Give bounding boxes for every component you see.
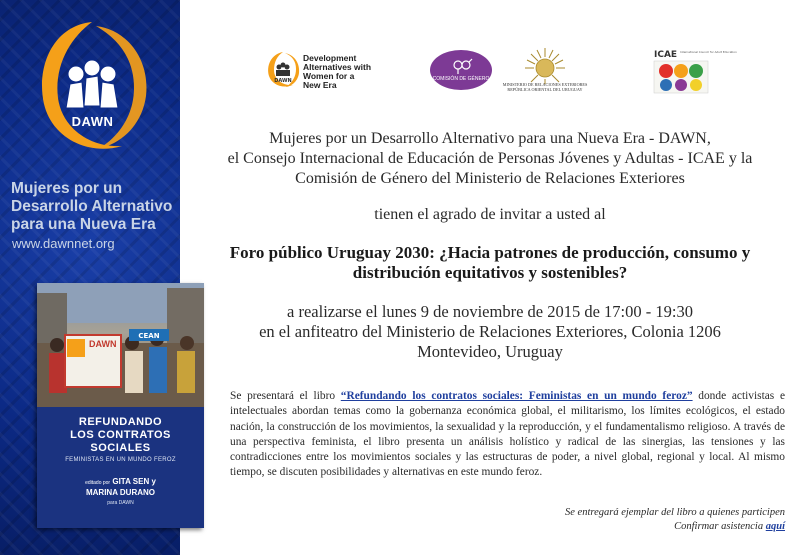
icae-sub: International Council for Adult Education <box>680 50 737 54</box>
event-title-line: Foro público Uruguay 2030: ¿Hacia patrones de producción, consumo y <box>229 243 751 262</box>
book-title-link[interactable]: “Refundando los contratos sociales: Feministas en un mundo feroz” <box>340 390 693 402</box>
book-cover-photo <box>37 283 204 407</box>
genero-symbol-icon <box>430 50 492 90</box>
book-subtitle: FEMINISTAS EN UN MUNDO FEROZ <box>65 457 176 463</box>
dawn-name-line: Alternatives with <box>303 62 372 72</box>
book-title-line: LOS CONTRATOS <box>70 429 171 441</box>
tagline-line: para una Nueva Era <box>11 216 156 233</box>
dawn-small-word: DAWN <box>274 78 292 84</box>
dawn-name-line: Women for a <box>303 71 355 81</box>
ministerio-line: REPÚBLICA ORIENTAL DEL URUGUAY <box>507 87 583 92</box>
organizers <box>180 129 800 189</box>
editors-line: MARINA DURANO <box>85 488 156 497</box>
photo-banner-text: DAWN <box>89 339 117 349</box>
book-title <box>37 416 204 455</box>
paragraph-prefix: Se presentará el libro <box>230 390 341 402</box>
dawn-crescent-icon <box>30 16 155 164</box>
tagline-line: Mujeres por un <box>11 180 123 197</box>
book-title-line: SOCIALES <box>90 442 151 454</box>
sidebar-url[interactable]: www.dawnnet.org <box>12 236 115 251</box>
partner-logos <box>180 0 800 120</box>
genero-label: COMISIÓN DE GÉNERO <box>432 76 490 82</box>
event-title <box>180 243 800 283</box>
sidebar-tagline <box>11 180 179 234</box>
event-city: Montevideo, Uruguay <box>417 342 563 361</box>
organizer-line: Mujeres por un Desarrollo Alternativo para una Nueva Era - DAWN, <box>269 130 711 147</box>
march-photo-icon <box>37 283 204 407</box>
editors-line: GITA SEN y <box>112 477 156 486</box>
dawn-name-line: Development <box>303 53 357 63</box>
organizer-line: el Consejo Internacional de Educación de Personas Jóvenes y Adultas - ICAE y la <box>227 150 753 167</box>
comision-genero-logo <box>430 50 492 90</box>
sidebar-banner <box>0 0 180 555</box>
rsvp-link[interactable]: aquí <box>765 521 785 532</box>
invite-line: tienen el agrado de invitar a usted al <box>374 206 606 223</box>
dawn-name-line: New Era <box>303 80 337 90</box>
editors-prefix: editado por <box>85 480 111 486</box>
book-title-line: REFUNDANDO <box>78 416 163 428</box>
paragraph-body: donde activistas e intelectuales abordan temas como la gobernanza económica global, el militarismo, los límites ecológicos, el estado nación, la construcción de los movimientos, la sexualidad y la reproducción, y el fundamentalismo religioso. A través de una perspectiva feminista, el libro presenta un análisis holístico y radical de las sinergias, las tensiones y las contradicciones entre los movimientos sociales y las estructuras de poder, a nivel global, regional y local. Al mismo tiempo, se discuten posibilidades y alternativas en este mundo feroz. <box>230 390 785 479</box>
organizer-line: Comisión de Género del Ministerio de Relaciones Exteriores <box>295 170 685 187</box>
book-description <box>230 389 785 481</box>
book-editors <box>37 477 204 498</box>
icae-logo-icon <box>652 47 737 95</box>
ministerio-label <box>500 82 590 92</box>
book-cover <box>37 283 204 528</box>
dawn-logo <box>30 16 155 164</box>
event-title-line: distribución equitativos y sostenibles? <box>352 263 628 282</box>
event-date: a realizarse el lunes 9 de noviembre de 2015 de 17:00 - 19:30 <box>287 302 693 321</box>
ministerio-line: MINISTERIO DE RELACIONES EXTERIORES <box>502 82 588 87</box>
dawn-small-logo-icon <box>265 50 301 90</box>
dawn-logo-word: DAWN <box>71 114 114 129</box>
tagline-line: Desarrollo Alternativo <box>11 198 173 215</box>
book-editors-suffix: para DAWN <box>107 500 134 506</box>
footer-note <box>565 506 785 534</box>
svg-text:CEAN: CEAN <box>138 332 160 340</box>
event-details <box>180 302 800 362</box>
rsvp-prefix: Confirmar asistencia <box>674 521 766 532</box>
icae-word: ICAE <box>654 50 678 60</box>
event-venue: en el anfiteatro del Ministerio de Relaciones Exteriores, Colonia 1206 <box>259 322 721 341</box>
footer-line: Se entregará ejemplar del libro a quienes participen <box>565 507 785 518</box>
dawn-full-name <box>303 54 388 90</box>
